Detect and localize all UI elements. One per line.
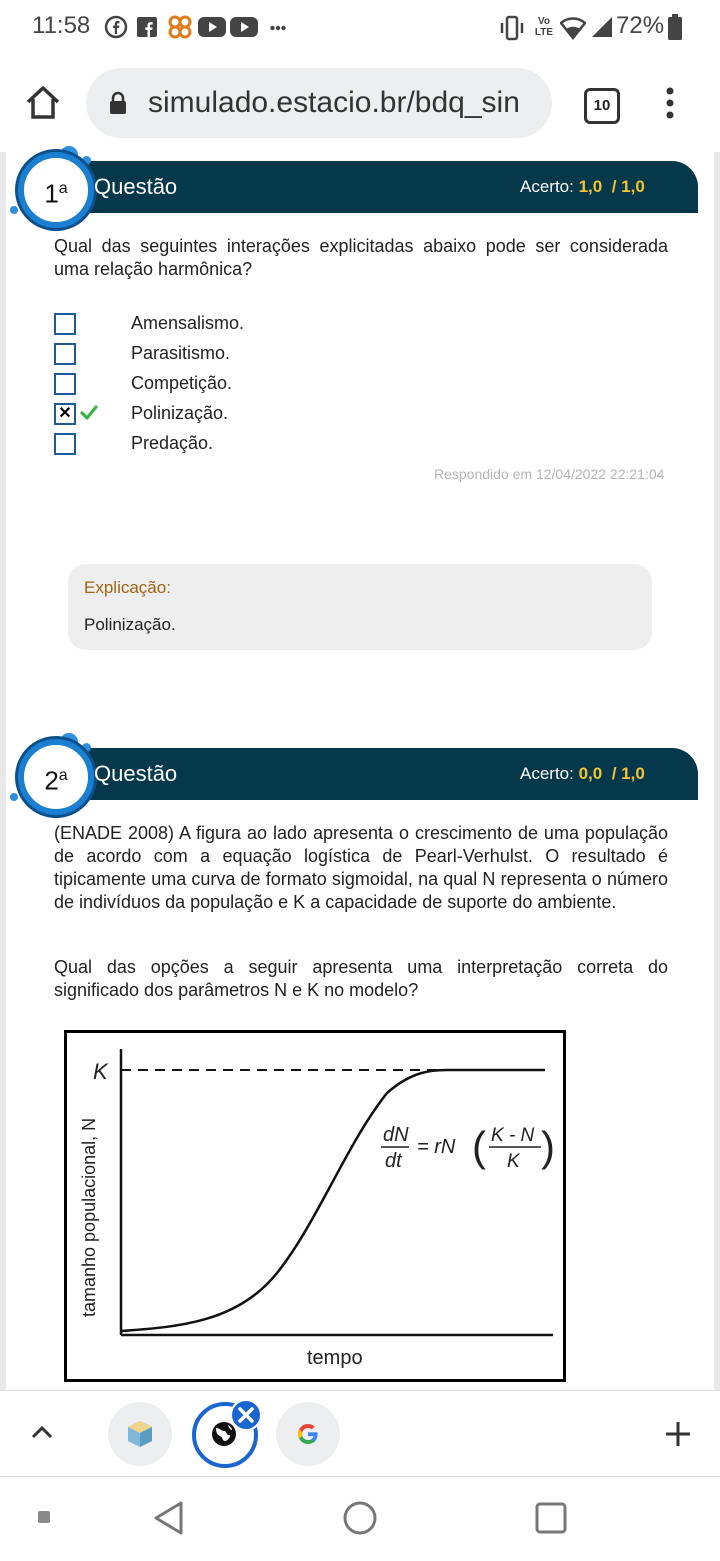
figure-plot bbox=[67, 1033, 563, 1379]
question-2-number-badge: 2$^a$ bbox=[18, 739, 94, 815]
question-2-subtext: Qual das opções a seguir apresenta uma interpretação correta do significado dos parâmetros N e K no modelo? bbox=[54, 957, 668, 1000]
eq-paren-right: ) bbox=[541, 1123, 555, 1170]
explanation-title: Explicação: bbox=[84, 578, 171, 597]
question-1-text: Qual das seguintes interações explicitadas abaixo pode ser considerada uma relação harmônica? bbox=[54, 236, 668, 279]
answered-timestamp: Respondido em 12/04/2022 22:21:04 bbox=[434, 466, 665, 482]
facebook-square-icon bbox=[136, 15, 158, 39]
volte-icon: Vo LTE bbox=[534, 16, 554, 38]
option-parasitismo[interactable] bbox=[54, 343, 354, 365]
cube-app-icon bbox=[124, 1418, 156, 1450]
option-amensalismo[interactable] bbox=[54, 313, 354, 335]
wifi-icon bbox=[560, 16, 586, 40]
option-label: Predação. bbox=[131, 433, 214, 453]
question-2-title: Questão bbox=[94, 761, 178, 786]
option-label: Amensalismo. bbox=[131, 313, 245, 333]
home-icon[interactable] bbox=[24, 84, 62, 122]
eq-paren-left: ( bbox=[472, 1123, 486, 1170]
explanation-box bbox=[68, 564, 652, 650]
battery-icon bbox=[668, 14, 682, 40]
close-icon bbox=[232, 1401, 260, 1429]
option-predacao[interactable] bbox=[54, 433, 354, 455]
x-axis-label: tempo bbox=[307, 1347, 363, 1369]
option-checkbox[interactable] bbox=[54, 373, 76, 395]
option-polinizacao[interactable] bbox=[54, 403, 354, 425]
more-dots-icon bbox=[270, 25, 286, 31]
url-text[interactable]: simulado.estacio.br/bdq_sin bbox=[148, 86, 520, 119]
recents-small-icon[interactable] bbox=[38, 1511, 50, 1523]
close-tab-button[interactable] bbox=[230, 1399, 262, 1431]
new-tab-plus-icon[interactable] bbox=[664, 1420, 692, 1448]
sigmoid-curve bbox=[121, 1070, 545, 1331]
eq-denominator: dt bbox=[385, 1150, 402, 1172]
eq-middle: = rN bbox=[417, 1136, 456, 1158]
vibrate-icon bbox=[500, 15, 524, 41]
overview-icon[interactable] bbox=[534, 1501, 568, 1535]
youtube-icon bbox=[198, 17, 226, 37]
lock-icon[interactable] bbox=[108, 91, 128, 115]
logistic-growth-figure bbox=[64, 1030, 566, 1382]
bandcamp-icon bbox=[168, 15, 192, 39]
question-2-score: Acerto: 0,0 / 1,0 bbox=[520, 764, 645, 783]
battery-percent: 72% bbox=[616, 12, 665, 39]
option-checkbox-checked[interactable]: ✕ bbox=[54, 403, 76, 425]
option-competicao[interactable] bbox=[54, 373, 354, 395]
option-checkbox[interactable] bbox=[54, 433, 76, 455]
status-time: 11:58 bbox=[32, 12, 91, 39]
eq-frac-numerator: K - N bbox=[491, 1125, 535, 1146]
signal-icon bbox=[590, 15, 614, 39]
tab-switcher-button[interactable]: 10 bbox=[584, 88, 620, 124]
back-icon[interactable] bbox=[152, 1500, 184, 1536]
facebook-icon bbox=[104, 15, 128, 39]
menu-dots-icon[interactable] bbox=[662, 86, 678, 120]
question-1-number-badge: 1$^a$ bbox=[18, 152, 94, 228]
eq-frac-denominator: K bbox=[507, 1151, 520, 1172]
status-bar bbox=[0, 0, 720, 56]
option-label: Competição. bbox=[131, 373, 233, 393]
badge-decoration bbox=[10, 793, 18, 801]
option-label: Polinização. bbox=[131, 403, 229, 423]
google-icon bbox=[296, 1422, 320, 1446]
y-axis-label: tamanho populacional, N bbox=[79, 1117, 99, 1317]
eq-numerator: dN bbox=[383, 1124, 409, 1146]
question-2-text: (ENADE 2008) A figura ao lado apresenta o crescimento de uma população de acordo com a equação logística de Pearl-Verhulst. O resultado é tipicamente uma curva de formato sigmoidal, na qual N representa o número de indivíduos da população e K a capacidade de suporte do ambiente. bbox=[54, 823, 668, 912]
option-label: Parasitismo. bbox=[131, 343, 231, 363]
youtube-icon bbox=[230, 17, 258, 37]
option-checkbox[interactable] bbox=[54, 313, 76, 335]
chevron-up-icon[interactable] bbox=[30, 1424, 54, 1440]
question-1-title: Questão bbox=[94, 174, 178, 199]
question-1-score: Acerto: 1,0 / 1,0 bbox=[520, 177, 645, 196]
explanation-text: Polinização. bbox=[84, 615, 176, 634]
badge-decoration bbox=[10, 206, 18, 214]
home-nav-icon[interactable] bbox=[342, 1500, 378, 1536]
option-checkbox[interactable] bbox=[54, 343, 76, 365]
k-label: K bbox=[93, 1059, 108, 1084]
check-correct-icon bbox=[80, 405, 98, 421]
